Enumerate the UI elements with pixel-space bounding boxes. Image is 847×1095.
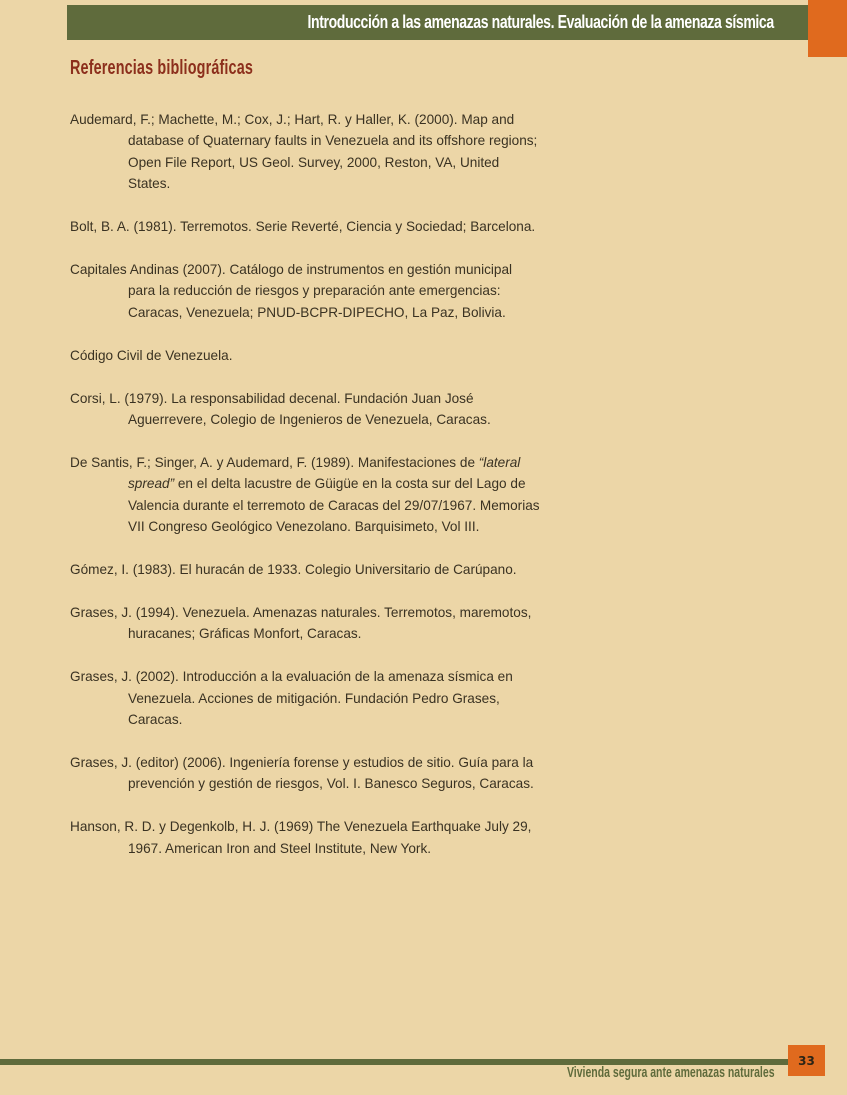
reference-italic-term: “lateral spread” (128, 454, 521, 492)
header-title: Introducción a las amenazas naturales. Evaluación de la amenaza sísmica (307, 12, 774, 32)
header-bar (67, 5, 824, 40)
reference-item: Código Civil de Venezuela. (70, 347, 233, 363)
reference-item: Capitales Andinas (2007). Catálogo de instrumentos en gestión municipal para la reducción de riesgos y preparación ante emergencias: Caracas, Venezuela; PNUD-BCPR-DIPECHO, La Paz, Bolivia. (70, 262, 513, 320)
page-number: 33 (798, 1053, 815, 1068)
reference-item: Hanson, R. D. y Degenkolb, H. J. (1969) The Venezuela Earthquake July 29, 1967. American Iron and Steel Institute, New York. (70, 819, 532, 856)
reference-item: Grases, J. (2002). Introducción a la evaluación de la amenaza sísmica en Venezuela. Acciones de mitigación. Fundación Pedro Grases, Caracas. (70, 669, 513, 728)
reference-item: Grases, J. (editor) (2006). Ingeniería forense y estudios de sitio. Guía para la prevención y gestión de riesgos, Vol. I. Banesco Seguros, Caracas. (70, 755, 534, 792)
page-number-box (788, 1045, 825, 1076)
section-title: Referencias bibliográficas (70, 57, 254, 79)
reference-item: Grases, J. (1994). Venezuela. Amenazas naturales. Terremotos, maremotos, huracanes; Gráficas Monfort, Caracas. (70, 605, 532, 642)
reference-item (70, 452, 540, 538)
reference-text: De Santis, F.; Singer, A. y Audemard, F. (1989). Manifestaciones de (70, 454, 479, 470)
reference-text: en el delta lacustre de Güigüe en la costa sur del Lago de Valencia durante el terremoto de Caracas del 29/07/1967. Memorias VII Congreso Geológico Venezolano. Barquisimeto, Vol III. (128, 476, 540, 535)
reference-list (70, 109, 540, 881)
reference-item: Bolt, B. A. (1981). Terremotos. Serie Reverté, Ciencia y Sociedad; Barcelona. (70, 219, 536, 235)
reference-item: Corsi, L. (1979). La responsabilidad decenal. Fundación Juan José Aguerrevere, Colegio de Ingenieros de Venezuela, Caracas. (70, 390, 491, 428)
reference-item: Audemard, F.; Machette, M.; Cox, J.; Hart, R. y Haller, K. (2000). Map and database of Quaternary faults in Venezuela and its offshore regions; Open File Report, US Geol. Survey, 2000, Reston, VA, United States. (70, 112, 538, 192)
corner-tab (808, 0, 847, 57)
reference-item: Gómez, I. (1983). El huracán de 1933. Colegio Universitario de Carúpano. (70, 562, 517, 578)
footer-title: Vivienda segura ante amenazas naturales (567, 1064, 775, 1081)
